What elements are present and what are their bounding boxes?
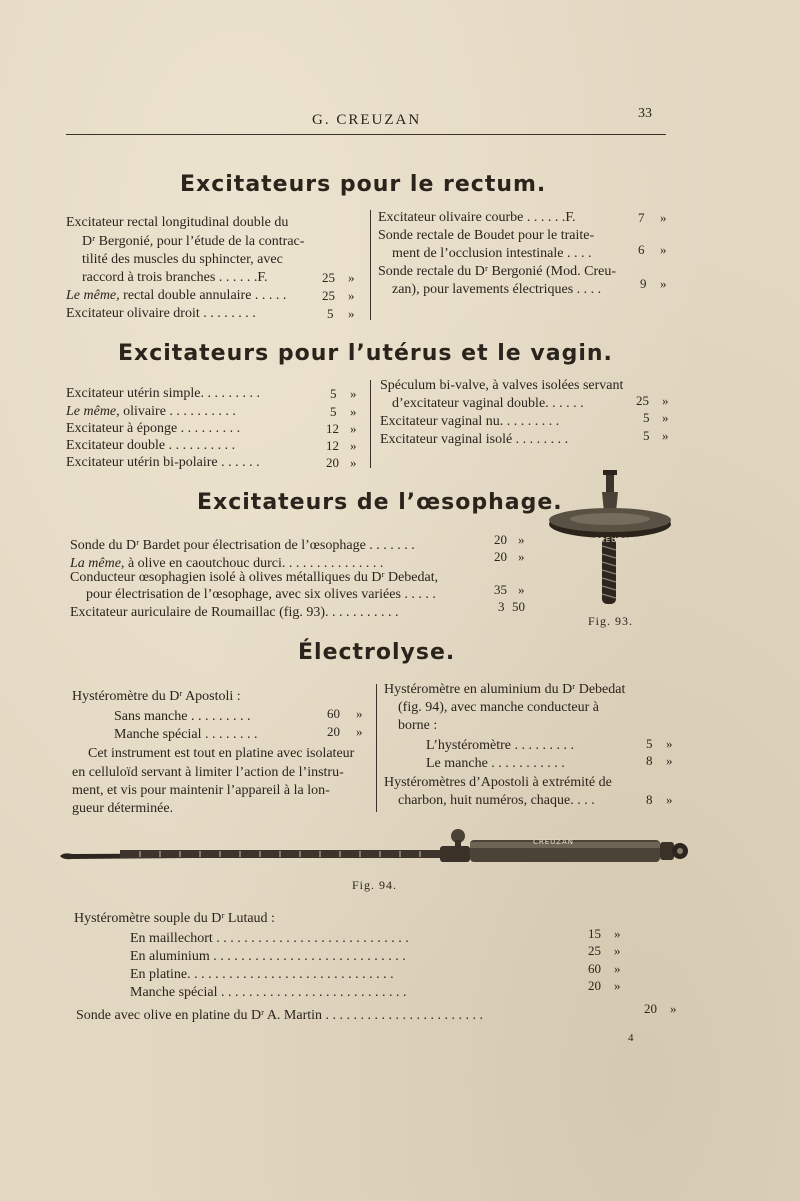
rectum-left-item-1-line: Dʳ Bergonié, pour l’étude de la contrac- <box>82 234 305 249</box>
price-unit: » <box>662 393 669 408</box>
price: 5 <box>330 386 337 401</box>
price: 20 <box>644 1001 657 1016</box>
price: 9 <box>640 276 647 291</box>
lutaud-item: En aluminium . . . . . . . . . . . . . . . . . . . . . . . . . . . . <box>130 949 406 964</box>
price-unit: » <box>670 1001 677 1016</box>
oesophage-item: Sonde du Dʳ Bardet pour électrisation de l’œsophage . . . . . . . <box>70 538 415 553</box>
price-unit: » <box>614 961 621 976</box>
price: 8 <box>646 792 653 807</box>
section-title-electrolyse: Électrolyse. <box>298 640 456 665</box>
price: 60 <box>588 961 601 976</box>
price: 5 <box>646 736 653 751</box>
electrolyse-left-note: gueur déterminée. <box>72 801 174 816</box>
price-unit: » <box>350 438 357 453</box>
price-unit: » <box>518 549 525 564</box>
page-number: 33 <box>638 106 652 121</box>
price-unit: » <box>666 792 673 807</box>
electrolyse-right-item: Le manche . . . . . . . . . . . <box>426 756 565 771</box>
price-unit: » <box>348 270 355 285</box>
uterus-right-item: Excitateur vaginal nu. . . . . . . . . <box>380 414 560 429</box>
lutaud-item: Manche spécial . . . . . . . . . . . . . . . . . . . . . . . . . . . <box>130 985 407 1000</box>
oesophage-item: La même, à olive en caoutchouc durci. . . . . . . . . . . . . . . <box>70 556 384 571</box>
price: 25 <box>322 288 335 303</box>
uterus-left-item: Excitateur utérin bi-polaire . . . . . . <box>66 455 260 470</box>
rectum-right-item-2-line: ment de l’occlusion intestinale . . . . <box>392 246 592 261</box>
price-unit: » <box>348 306 355 321</box>
price: 15 <box>588 926 601 941</box>
electrolyse-right-intro: (fig. 94), avec manche conducteur à <box>398 700 599 715</box>
price: 20 <box>494 549 507 564</box>
price-unit: » <box>350 421 357 436</box>
figure-brand-93: CREUZAN <box>594 536 635 544</box>
figure-caption-93: Fig. 93. <box>588 614 634 628</box>
electrolyse-left-item: Sans manche . . . . . . . . . <box>114 709 251 724</box>
oesophage-item: Conducteur œsophagien isolé à olives métalliques du Dʳ Debedat, <box>70 570 439 585</box>
price: 20 <box>326 455 339 470</box>
rectum-left-item-1-line: tilité des muscles du sphincter, avec <box>82 252 283 267</box>
price-unit: » <box>614 978 621 993</box>
price-unit: » <box>666 753 673 768</box>
price: 8 <box>646 753 653 768</box>
uterus-left-item: Excitateur double . . . . . . . . . . <box>66 438 236 453</box>
price: 5 <box>643 410 650 425</box>
price-unit: » <box>660 210 667 225</box>
rectum-right-item-3-line: zan), pour lavements électriques . . . . <box>392 282 602 297</box>
uterus-left-item: Le même, olivaire . . . . . . . . . . <box>66 404 236 419</box>
price: 5 <box>643 428 650 443</box>
price-unit: » <box>660 242 667 257</box>
section-title-oesophage: Excitateurs de l’œsophage. <box>197 490 563 515</box>
price: 20 <box>327 724 340 739</box>
price: 20 <box>494 532 507 547</box>
price-unit: » <box>662 410 669 425</box>
price-unit: 50 <box>512 599 525 614</box>
lutaud-item: En platine. . . . . . . . . . . . . . . . . . . . . . . . . . . . . . <box>130 967 394 982</box>
hysterometre-illustration <box>60 826 690 870</box>
price: 60 <box>327 706 340 721</box>
electrolyse-left-note: Cet instrument est tout en platine avec isolateur <box>88 746 355 761</box>
price-unit: » <box>660 276 667 291</box>
price: 20 <box>588 978 601 993</box>
price-unit: » <box>666 736 673 751</box>
electrolyse-right-intro: borne : <box>398 718 438 733</box>
rectum-right-item-2: Sonde rectale de Boudet pour le traite- <box>378 228 595 243</box>
price-unit: » <box>614 926 621 941</box>
price: 12 <box>326 421 339 436</box>
signature-mark: 4 <box>628 1032 634 1044</box>
price: 7 <box>638 210 645 225</box>
price-unit: » <box>350 455 357 470</box>
price-unit: » <box>350 386 357 401</box>
price-unit: » <box>348 288 355 303</box>
price: 5 <box>330 404 337 419</box>
header-rule <box>66 134 666 135</box>
figure-brand-94: CREUZAN <box>533 838 574 846</box>
price-unit: » <box>518 532 525 547</box>
price-unit: » <box>356 706 363 721</box>
price-unit: » <box>614 943 621 958</box>
electrolyse-left-item: Manche spécial . . . . . . . . <box>114 727 258 742</box>
figure-caption-94: Fig. 94. <box>352 878 398 892</box>
price: 25 <box>322 270 335 285</box>
electrolyse-right-item-line: charbon, huit numéros, chaque. . . . <box>398 793 595 808</box>
price-unit: » <box>662 428 669 443</box>
price-unit: » <box>356 724 363 739</box>
electrolyse-left-note: en celluloïd servant à limiter l’action de l’instru- <box>72 765 344 780</box>
rectum-left-item-3: Excitateur olivaire droit . . . . . . . . <box>66 306 256 321</box>
column-divider <box>376 684 377 812</box>
uterus-left-item: Excitateur à éponge . . . . . . . . . <box>66 421 241 436</box>
uterus-right-item: Excitateur vaginal isolé . . . . . . . . <box>380 432 569 447</box>
uterus-right-item-line: d’excitateur vaginal double. . . . . . <box>392 396 584 411</box>
electrolyse-right-item: Hystéromètres d’Apostoli à extrémité de <box>384 775 612 790</box>
section-title-uterus: Excitateurs pour l’utérus et le vagin. <box>118 341 613 366</box>
uterus-right-item: Spéculum bi-valve, à valves isolées servant <box>380 378 624 393</box>
price: 6 <box>638 242 645 257</box>
price: 25 <box>636 393 649 408</box>
price: 5 <box>327 306 334 321</box>
price: 12 <box>326 438 339 453</box>
electrolyse-left-intro: Hystéromètre du Dʳ Apostoli : <box>72 689 241 704</box>
lutaud-item: En maillechort . . . . . . . . . . . . . . . . . . . . . . . . . . . . <box>130 931 409 946</box>
electrolyse-right-item: L’hystéromètre . . . . . . . . . <box>426 738 575 753</box>
rectum-right-item-1: Excitateur olivaire courbe . . . . . .F. <box>378 210 576 225</box>
price-unit: » <box>518 582 525 597</box>
column-divider <box>370 380 371 468</box>
electrolyse-right-intro: Hystéromètre en aluminium du Dʳ Debedat <box>384 682 626 697</box>
martin-item: Sonde avec olive en platine du Dʳ A. Martin . . . . . . . . . . . . . . . . . . . . . . . <box>76 1008 484 1023</box>
oesophage-item: Excitateur auriculaire de Roumaillac (fig. 93). . . . . . . . . . . <box>70 605 399 620</box>
price: 3 <box>498 599 505 614</box>
price-unit: » <box>350 404 357 419</box>
section-title-rectum: Excitateurs pour le rectum. <box>180 172 547 197</box>
uterus-left-item: Excitateur utérin simple. . . . . . . . . <box>66 386 261 401</box>
electrolyse-left-note: ment, et vis pour maintenir l’appareil à la lon- <box>72 783 330 798</box>
price: 25 <box>588 943 601 958</box>
lutaud-intro: Hystéromètre souple du Dʳ Lutaud : <box>74 911 275 926</box>
price: 35 <box>494 582 507 597</box>
rectum-left-item-1-line: raccord à trois branches . . . . . .F. <box>82 270 268 285</box>
column-divider <box>370 210 371 320</box>
oesophage-item-line: pour électrisation de l’œsophage, avec six olives variées . . . . . <box>86 587 436 602</box>
rectum-right-item-3: Sonde rectale du Dʳ Bergonié (Mod. Creu- <box>378 264 616 279</box>
rectum-left-item-1: Excitateur rectal longitudinal double du <box>66 215 289 230</box>
rectum-left-item-2: Le même, rectal double annulaire . . . . . <box>66 288 287 303</box>
running-title: G. CREUZAN <box>312 112 422 128</box>
